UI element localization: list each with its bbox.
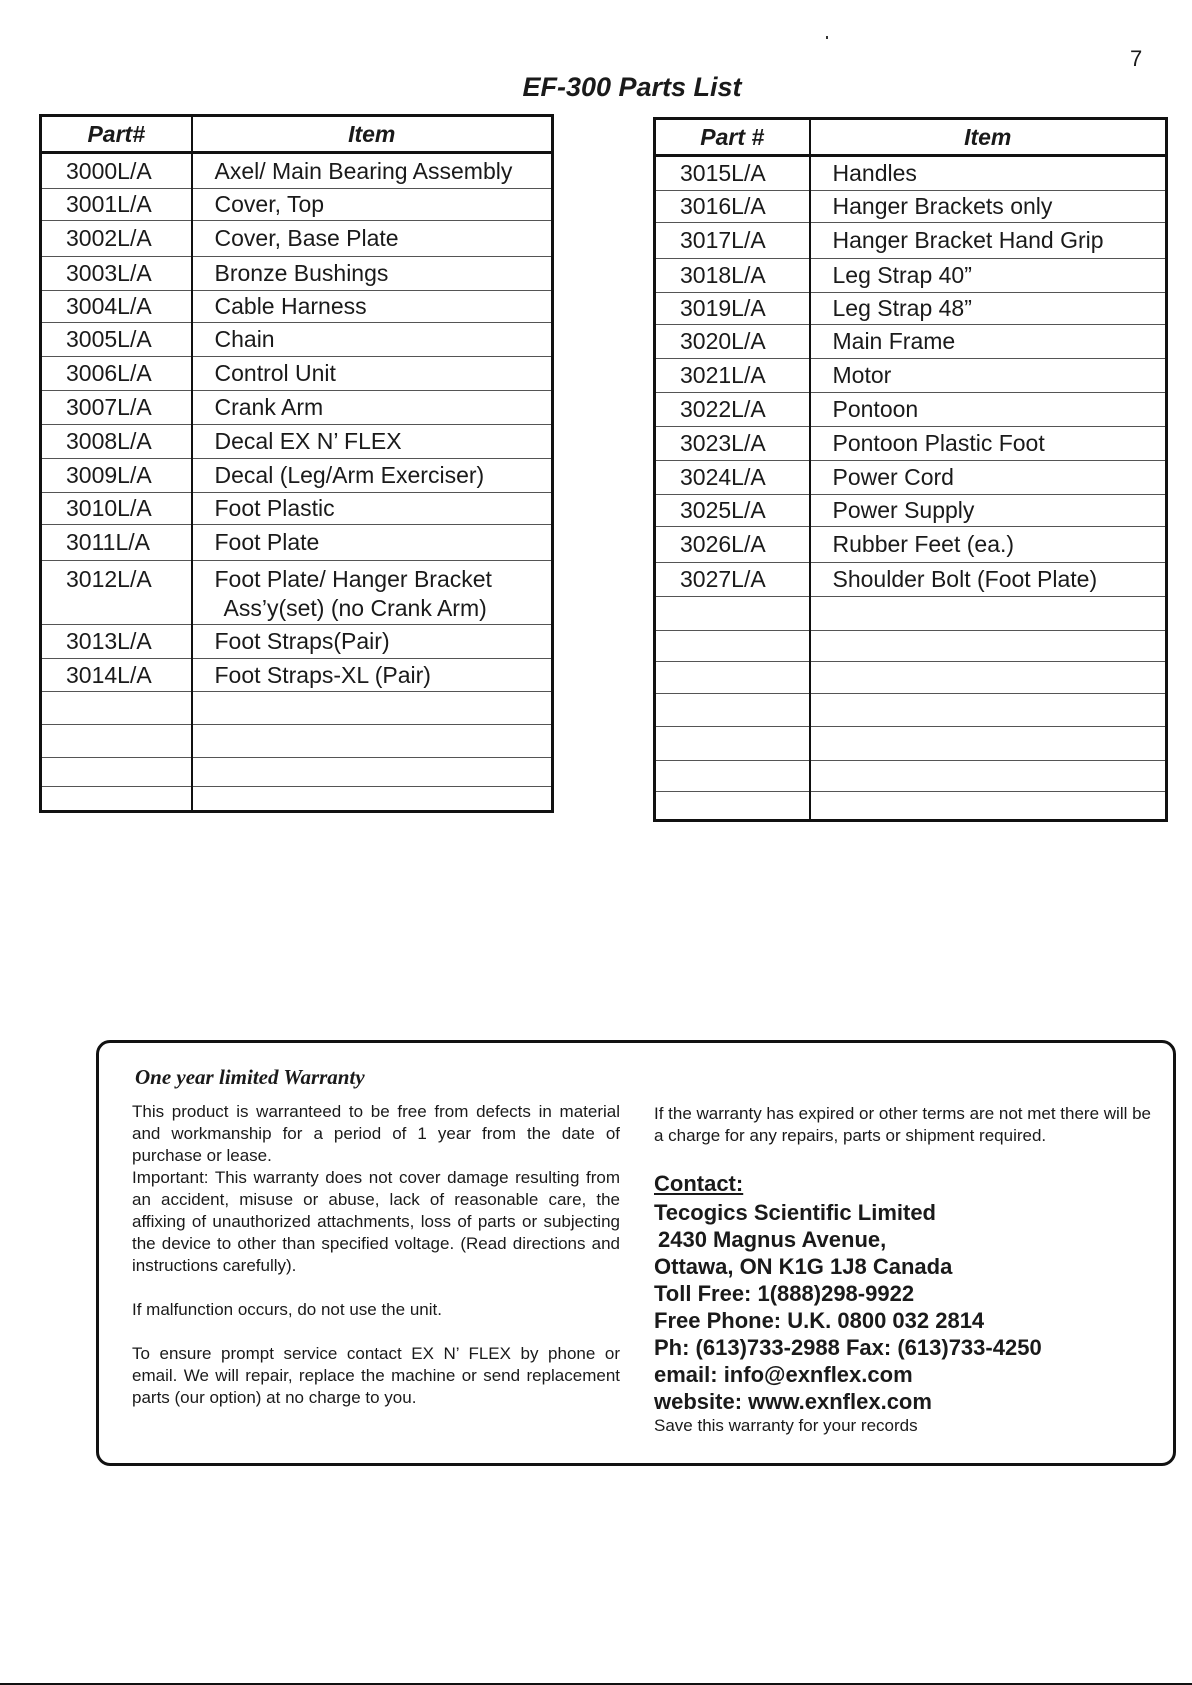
- table-row: [41, 189, 553, 221]
- item-cell: [192, 425, 553, 459]
- warranty-paragraph: Important: This warranty does not cover damage resulting from an accident, misuse or abuse, lack of reasonable care, the affixing of unauthorized attachments, loss of parts or subjecting the device to other than specified voltage. (Read directions and instructions carefully).: [132, 1168, 620, 1275]
- table-row: [41, 625, 553, 659]
- empty-table-row: [41, 692, 553, 725]
- item-name: Motor: [832, 362, 892, 388]
- table-row: [655, 427, 1167, 461]
- item-cell: [810, 223, 1167, 259]
- column-header-item: Item: [192, 116, 553, 153]
- table-row: [655, 259, 1167, 293]
- item-name: Cable Harness: [214, 293, 367, 319]
- item-name: Bronze Bushings: [214, 260, 389, 286]
- contact-phone-fax: Ph: (613)733-2988 Fax: (613)733-4250: [654, 1335, 1042, 1360]
- item-cell: [810, 191, 1167, 223]
- contact-city: Ottawa, ON K1G 1J8 Canada: [654, 1254, 953, 1279]
- table-row: [41, 525, 553, 561]
- column-header-item: Item: [810, 119, 1167, 156]
- item-name: Foot Straps(Pair): [214, 628, 390, 654]
- right-parts-table: [653, 117, 1168, 822]
- item-cell: [192, 189, 553, 221]
- warranty-expired-note: If the warranty has expired or other terms are not met there will be a charge for any repairs, parts or shipment required.: [654, 1104, 1152, 1145]
- item-cell: [810, 259, 1167, 293]
- part-number-cell: 3013L/A: [41, 625, 192, 659]
- item-cell: [192, 323, 553, 357]
- empty-table-row: [655, 694, 1167, 727]
- table-row: [41, 357, 553, 391]
- table-row: [41, 561, 553, 625]
- table-header-row: [655, 119, 1167, 156]
- contact-uk-phone: Free Phone: U.K. 0800 032 2814: [654, 1308, 985, 1333]
- table-row: [41, 493, 553, 525]
- empty-cell: [192, 725, 553, 758]
- empty-cell: [41, 758, 192, 787]
- item-cell: [810, 325, 1167, 359]
- part-number-cell: 3008L/A: [41, 425, 192, 459]
- empty-table-row: [655, 597, 1167, 631]
- table-row: [655, 495, 1167, 527]
- table-row: [41, 459, 553, 493]
- empty-table-row: [655, 761, 1167, 792]
- table-row: [655, 223, 1167, 259]
- warranty-title: One year limited Warranty: [135, 1065, 365, 1089]
- item-name-continued: Ass’y(set) (no Crank Arm): [223, 595, 487, 621]
- table-row: [655, 563, 1167, 597]
- empty-cell: [655, 727, 810, 761]
- item-cell: [192, 525, 553, 561]
- table-row: [655, 325, 1167, 359]
- item-name: Decal EX N’ FLEX: [214, 428, 402, 454]
- part-number-cell: 3001L/A: [41, 189, 192, 221]
- part-number-cell: 3020L/A: [655, 325, 810, 359]
- part-number-cell: 3011L/A: [41, 525, 192, 561]
- item-cell: [810, 359, 1167, 393]
- empty-table-row: [655, 662, 1167, 694]
- table-row: [655, 461, 1167, 495]
- table-row: [41, 425, 553, 459]
- table-row: [41, 153, 553, 189]
- table-header-row: [41, 116, 553, 153]
- item-name: Rubber Feet (ea.): [832, 531, 1015, 557]
- part-number-cell: 3012L/A: [41, 561, 192, 625]
- column-header-part: Part#: [41, 116, 192, 153]
- part-number-cell: 3003L/A: [41, 257, 192, 291]
- contact-heading: Contact:: [654, 1171, 744, 1196]
- item-cell: [192, 493, 553, 525]
- part-number-cell: 3006L/A: [41, 357, 192, 391]
- empty-cell: [655, 761, 810, 792]
- save-note: Save this warranty for your records: [654, 1416, 918, 1435]
- item-name: Hanger Brackets only: [832, 193, 1053, 219]
- empty-table-row: [41, 725, 553, 758]
- column-header-part: Part #: [655, 119, 810, 156]
- empty-cell: [655, 631, 810, 662]
- empty-cell: [655, 694, 810, 727]
- item-name: Chain: [214, 326, 275, 352]
- empty-cell: [655, 662, 810, 694]
- empty-cell: [810, 662, 1167, 694]
- empty-table-row: [655, 792, 1167, 821]
- part-number-cell: 3014L/A: [41, 659, 192, 692]
- part-number-cell: 3023L/A: [655, 427, 810, 461]
- table-row: [41, 323, 553, 357]
- contact-website[interactable]: website: www.exnflex.com: [654, 1389, 932, 1414]
- contact-email[interactable]: email: info@exnflex.com: [654, 1362, 913, 1387]
- item-cell: [192, 625, 553, 659]
- item-cell: [192, 153, 553, 189]
- item-name: Pontoon: [832, 396, 919, 422]
- empty-cell: [41, 692, 192, 725]
- item-name: Foot Straps-XL (Pair): [214, 661, 431, 688]
- part-number-cell: 3015L/A: [655, 156, 810, 191]
- item-cell: [810, 563, 1167, 597]
- empty-cell: [192, 758, 553, 787]
- empty-table-row: [655, 631, 1167, 662]
- item-cell: [192, 659, 553, 692]
- empty-cell: [810, 694, 1167, 727]
- contact-company: Tecogics Scientific Limited: [654, 1200, 936, 1225]
- page-number: 7: [1130, 46, 1143, 71]
- empty-cell: [810, 727, 1167, 761]
- page-title: EF-300 Parts List: [522, 72, 742, 102]
- warranty-paragraph: If malfunction occurs, do not use the unit.: [132, 1300, 442, 1319]
- item-cell: [192, 257, 553, 291]
- empty-table-row: [41, 758, 553, 787]
- part-number-cell: 3002L/A: [41, 221, 192, 257]
- item-name: Hanger Bracket Hand Grip: [832, 227, 1104, 253]
- part-number-cell: 3009L/A: [41, 459, 192, 493]
- empty-cell: [192, 787, 553, 812]
- table-row: [41, 391, 553, 425]
- part-number-cell: 3016L/A: [655, 191, 810, 223]
- item-cell: [810, 461, 1167, 495]
- item-name: Leg Strap 48”: [832, 295, 972, 321]
- part-number-cell: 3025L/A: [655, 495, 810, 527]
- item-name: Power Supply: [832, 497, 975, 523]
- item-name: Pontoon Plastic Foot: [832, 430, 1045, 456]
- part-number-cell: 3005L/A: [41, 323, 192, 357]
- table-row: [41, 257, 553, 291]
- warranty-terms: [132, 1101, 620, 1409]
- item-name: Handles: [832, 160, 917, 186]
- item-cell: [810, 156, 1167, 191]
- table-row: [655, 191, 1167, 223]
- empty-table-row: [655, 727, 1167, 761]
- part-number-cell: 3010L/A: [41, 493, 192, 525]
- table-row: [655, 156, 1167, 191]
- item-cell: [810, 393, 1167, 427]
- empty-cell: [810, 631, 1167, 662]
- item-cell: [192, 221, 553, 257]
- part-number-cell: 3027L/A: [655, 563, 810, 597]
- left-parts-table: [39, 114, 554, 813]
- contact-street: 2430 Magnus Avenue,: [658, 1227, 887, 1252]
- part-number-cell: 3004L/A: [41, 291, 192, 323]
- part-number-cell: 3024L/A: [655, 461, 810, 495]
- part-number-cell: 3017L/A: [655, 223, 810, 259]
- table-row: [41, 659, 553, 692]
- table-row: [655, 293, 1167, 325]
- contact-toll-free: Toll Free: 1(888)298-9922: [654, 1281, 915, 1306]
- item-cell: [192, 391, 553, 425]
- item-name: Cover, Top: [214, 191, 325, 217]
- empty-cell: [810, 792, 1167, 821]
- table-row: [655, 359, 1167, 393]
- item-cell: [192, 357, 553, 391]
- item-cell: [810, 527, 1167, 563]
- item-cell: [192, 561, 553, 625]
- item-cell: [192, 459, 553, 493]
- part-number-cell: 3026L/A: [655, 527, 810, 563]
- empty-cell: [41, 787, 192, 812]
- part-number-cell: 3021L/A: [655, 359, 810, 393]
- item-name: Power Cord: [832, 464, 954, 490]
- part-number-cell: 3007L/A: [41, 391, 192, 425]
- table-row: [41, 221, 553, 257]
- empty-cell: [810, 597, 1167, 631]
- part-number-cell: 3022L/A: [655, 393, 810, 427]
- warranty-paragraph: This product is warranteed to be free from defects in material and workmanship for a period of 1 year from the date of purchase or lease.: [132, 1102, 620, 1165]
- item-name: Crank Arm: [214, 394, 324, 420]
- warranty-paragraph: To ensure prompt service contact EX N’ FLEX by phone or email. We will repair, replace the machine or send replacement parts (our option) at no charge to you.: [132, 1344, 620, 1407]
- item-cell: [810, 427, 1167, 461]
- item-name: Leg Strap 40”: [832, 262, 972, 288]
- item-name: Foot Plastic: [214, 495, 335, 521]
- table-row: [655, 393, 1167, 427]
- warranty-contact: [654, 1103, 1154, 1437]
- empty-cell: [655, 597, 810, 631]
- part-number-cell: 3000L/A: [41, 153, 192, 189]
- empty-cell: [41, 725, 192, 758]
- item-cell: [810, 293, 1167, 325]
- item-name: Foot Plate: [214, 529, 320, 555]
- empty-cell: [810, 761, 1167, 792]
- item-cell: [192, 291, 553, 323]
- item-name: Cover, Base Plate: [214, 225, 399, 251]
- item-name: Decal (Leg/Arm Exerciser): [214, 462, 485, 488]
- item-cell: [810, 495, 1167, 527]
- table-row: [41, 291, 553, 323]
- item-name: Axel/ Main Bearing Assembly: [214, 157, 513, 184]
- empty-table-row: [41, 787, 553, 812]
- empty-cell: [655, 792, 810, 821]
- stray-mark: [826, 36, 828, 39]
- part-number-cell: 3018L/A: [655, 259, 810, 293]
- item-name: Control Unit: [214, 360, 336, 386]
- empty-cell: [192, 692, 553, 725]
- item-name: Shoulder Bolt (Foot Plate): [832, 566, 1098, 592]
- item-name: Foot Plate/ Hanger Bracket: [214, 566, 492, 592]
- part-number-cell: 3019L/A: [655, 293, 810, 325]
- item-name: Main Frame: [832, 328, 956, 354]
- table-row: [655, 527, 1167, 563]
- warranty-box: [96, 1040, 1176, 1466]
